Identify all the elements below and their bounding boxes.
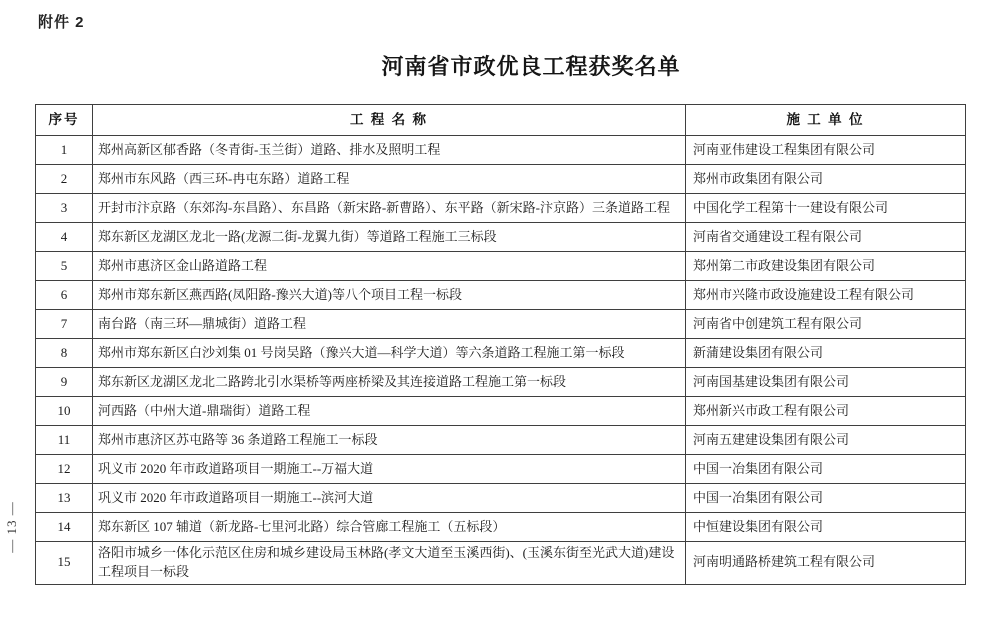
project-name-cell: 洛阳市城乡一体化示范区住房和城乡建设局玉林路(孝文大道至玉溪西街)、(玉溪东街至光武大道)建设工程项目一标段 xyxy=(93,542,686,585)
company-cell: 郑州第二市政建设集团有限公司 xyxy=(686,252,966,281)
table-row xyxy=(36,194,966,223)
serial-number-cell: 14 xyxy=(36,513,93,542)
company-cell: 中国化学工程第十一建设有限公司 xyxy=(686,194,966,223)
project-name-cell: 巩义市 2020 年市政道路项目一期施工--万福大道 xyxy=(93,455,686,484)
header-serial-number: 序号 xyxy=(36,105,93,136)
table-header-row xyxy=(36,105,966,136)
attachment-label: 附件 2 xyxy=(38,14,85,31)
serial-number-cell: 3 xyxy=(36,194,93,223)
project-name-cell: 河西路（中州大道-鼎瑞街）道路工程 xyxy=(93,397,686,426)
serial-number-cell: 11 xyxy=(36,426,93,455)
company-cell: 河南明通路桥建筑工程有限公司 xyxy=(686,542,966,585)
table-row xyxy=(36,542,966,585)
table-row xyxy=(36,223,966,252)
company-cell: 河南亚伟建设工程集团有限公司 xyxy=(686,136,966,165)
project-name-cell: 开封市汴京路（东郊沟-东昌路）、东昌路（新宋路-新曹路）、东平路（新宋路-汴京路）三条道路工程 xyxy=(93,194,686,223)
table-row xyxy=(36,397,966,426)
project-name-cell: 郑东新区龙湖区龙北一路(龙源二街-龙翼九街）等道路工程施工三标段 xyxy=(93,223,686,252)
awards-table xyxy=(35,104,966,585)
page-title: 河南省市政优良工程获奖名单 xyxy=(381,54,681,79)
table-row xyxy=(36,426,966,455)
company-cell: 新蒲建设集团有限公司 xyxy=(686,339,966,368)
project-name-cell: 郑州市郑东新区燕西路(凤阳路-豫兴大道)等八个项目工程一标段 xyxy=(93,281,686,310)
header-construction-unit: 施 工 单 位 xyxy=(686,105,966,136)
serial-number-cell: 8 xyxy=(36,339,93,368)
table-row xyxy=(36,455,966,484)
company-cell: 中恒建设集团有限公司 xyxy=(686,513,966,542)
serial-number-cell: 12 xyxy=(36,455,93,484)
serial-number-cell: 13 xyxy=(36,484,93,513)
project-name-cell: 南台路（南三环—鼎城街）道路工程 xyxy=(93,310,686,339)
table-row xyxy=(36,513,966,542)
table-row xyxy=(36,136,966,165)
table-body xyxy=(36,136,966,585)
project-name-cell: 巩义市 2020 年市政道路项目一期施工--滨河大道 xyxy=(93,484,686,513)
company-cell: 河南省中创建筑工程有限公司 xyxy=(686,310,966,339)
table-row xyxy=(36,252,966,281)
header-project-name: 工 程 名 称 xyxy=(93,105,686,136)
table-row xyxy=(36,339,966,368)
company-cell: 河南国基建设集团有限公司 xyxy=(686,368,966,397)
project-name-cell: 郑州市东风路（西三环-冉屯东路）道路工程 xyxy=(93,165,686,194)
table-row xyxy=(36,281,966,310)
serial-number-cell: 9 xyxy=(36,368,93,397)
project-name-cell: 郑州市惠济区苏屯路等 36 条道路工程施工一标段 xyxy=(93,426,686,455)
project-name-cell: 郑东新区龙湖区龙北二路跨北引水渠桥等两座桥梁及其连接道路工程施工第一标段 xyxy=(93,368,686,397)
serial-number-cell: 6 xyxy=(36,281,93,310)
company-cell: 中国一冶集团有限公司 xyxy=(686,455,966,484)
project-name-cell: 郑州市郑东新区白沙刘集 01 号岗吴路（豫兴大道—科学大道）等六条道路工程施工第一标段 xyxy=(93,339,686,368)
table-row xyxy=(36,484,966,513)
serial-number-cell: 15 xyxy=(36,542,93,585)
page-number: — 13 — xyxy=(4,501,19,553)
company-cell: 郑州市兴隆市政设施建设工程有限公司 xyxy=(686,281,966,310)
serial-number-cell: 5 xyxy=(36,252,93,281)
serial-number-cell: 7 xyxy=(36,310,93,339)
serial-number-cell: 4 xyxy=(36,223,93,252)
company-cell: 中国一冶集团有限公司 xyxy=(686,484,966,513)
table-row xyxy=(36,368,966,397)
serial-number-cell: 1 xyxy=(36,136,93,165)
table-row xyxy=(36,310,966,339)
company-cell: 郑州市政集团有限公司 xyxy=(686,165,966,194)
company-cell: 河南省交通建设工程有限公司 xyxy=(686,223,966,252)
company-cell: 郑州新兴市政工程有限公司 xyxy=(686,397,966,426)
project-name-cell: 郑州高新区郁香路（冬青街-玉兰街）道路、排水及照明工程 xyxy=(93,136,686,165)
serial-number-cell: 10 xyxy=(36,397,93,426)
table-row xyxy=(36,165,966,194)
company-cell: 河南五建建设集团有限公司 xyxy=(686,426,966,455)
serial-number-cell: 2 xyxy=(36,165,93,194)
project-name-cell: 郑东新区 107 辅道（新龙路-七里河北路）综合管廊工程施工（五标段） xyxy=(93,513,686,542)
project-name-cell: 郑州市惠济区金山路道路工程 xyxy=(93,252,686,281)
